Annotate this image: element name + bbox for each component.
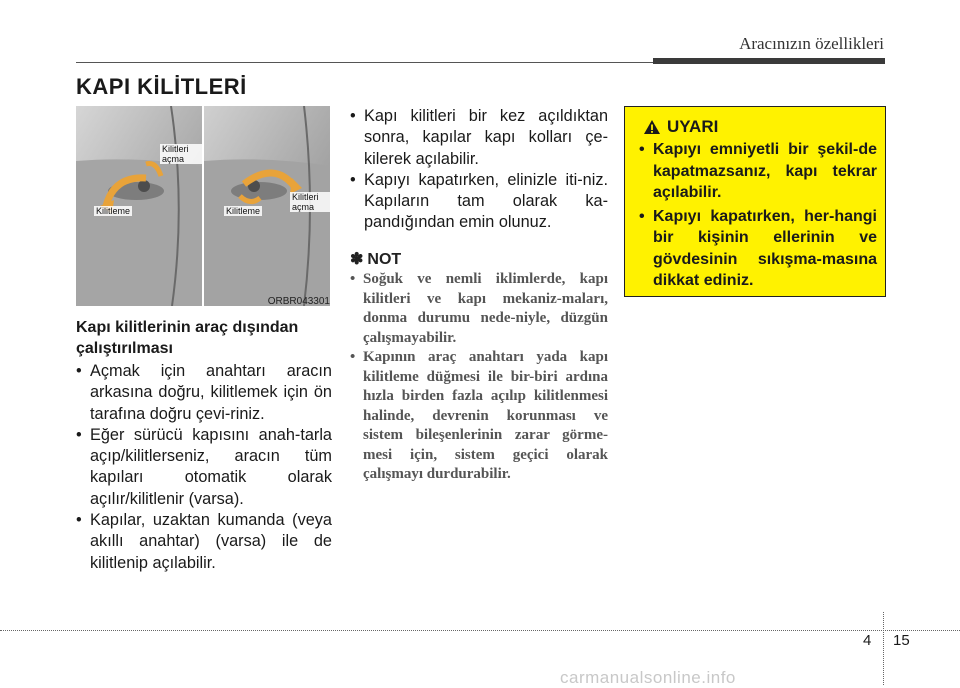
mid-bullet-2: • Kapıyı kapatırken, elinizle iti-niz. Kapıların tam olarak ka-pandığından emin olunuz. [350,170,608,234]
page-number: 15 [893,632,910,649]
figure-caption-wrap [76,296,330,312]
mid-bullet-1: • Kapı kilitleri bir kez açıldıktan sonra, kapılar kapı kolları çe-kilerek açılabilir. [350,106,608,170]
chapter-number: 4 [863,632,872,649]
note-bullet-1: • Soğuk ve nemli iklimlerde, kapı kilitleri ve kapı mekaniz-maları, donma durumu nede-niyle, düzgün çalışmayabilir. [350,270,608,348]
left-bullet-3: • Kapılar, uzaktan kumanda (veya akıllı anahtar) (varsa) ile de kilitlenip açılabilir. [76,510,332,574]
label-unlock-right: Kilitleri açma [290,192,330,212]
warning-bullet-1: • Kapıyı emniyetli bir şekil-de kapatmazsanız, kapı tekrar açılabilir. [639,139,877,204]
section-title: KAPI KİLİTLERİ [76,74,247,99]
footer-separator [883,612,884,685]
label-unlock-left: Kilitleri açma [160,144,202,164]
label-lock-right: Kilitleme [226,206,261,216]
header-bar [653,58,885,64]
middle-column [350,106,608,485]
warning-heading [639,117,877,137]
warning-triangle-icon [643,119,661,135]
photo-panel-left [76,106,202,306]
left-bullet-2: • Eğer sürücü kapısını anah-tarla açıp/kilitlerseniz, aracın tüm kapıları otomatik olarak açılır/kilitlenir (varsa). [76,425,332,510]
note-heading [350,249,608,270]
door-lock-figure [76,106,330,306]
warning-title: UYARI [667,117,719,136]
label-lock-left: Kilitleme [96,206,131,216]
watermark: carmanualsonline.info [560,668,736,687]
header-rule [76,62,653,63]
subheading: Kapı kilitlerinin araç dışından çalıştırılması [76,319,299,357]
footer-rule [0,630,960,631]
running-header: Aracınızın özellikleri [739,34,884,53]
note-bullet-2: • Kapının araç anahtarı yada kapı kilitleme düğmesi ile bir-biri ardına hızla birden fazla açılıp kilitlenmesi halinde, devrenin korunması ve sistem bileşenlerinin zarar görme-mesi için, sistem geçici olarak çalışmayı durdurabilir. [350,348,608,485]
note-star-icon: ✽ [350,250,364,268]
photo-panel-right [204,106,330,306]
figure-code: ORBR043301 [267,296,330,307]
note-title: NOT [367,250,402,268]
left-bullet-1: • Açmak için anahtarı aracın arkasına doğru, kilitlemek için ön tarafına doğru çevi-riniz. [76,361,332,425]
left-column [76,361,332,574]
warning-bullet-2: • Kapıyı kapatırken, her-hangi bir kişinin ellerinin ve gövdesinin sıkışma-masına dikkat ediniz. [639,206,877,292]
warning-box [624,106,886,297]
